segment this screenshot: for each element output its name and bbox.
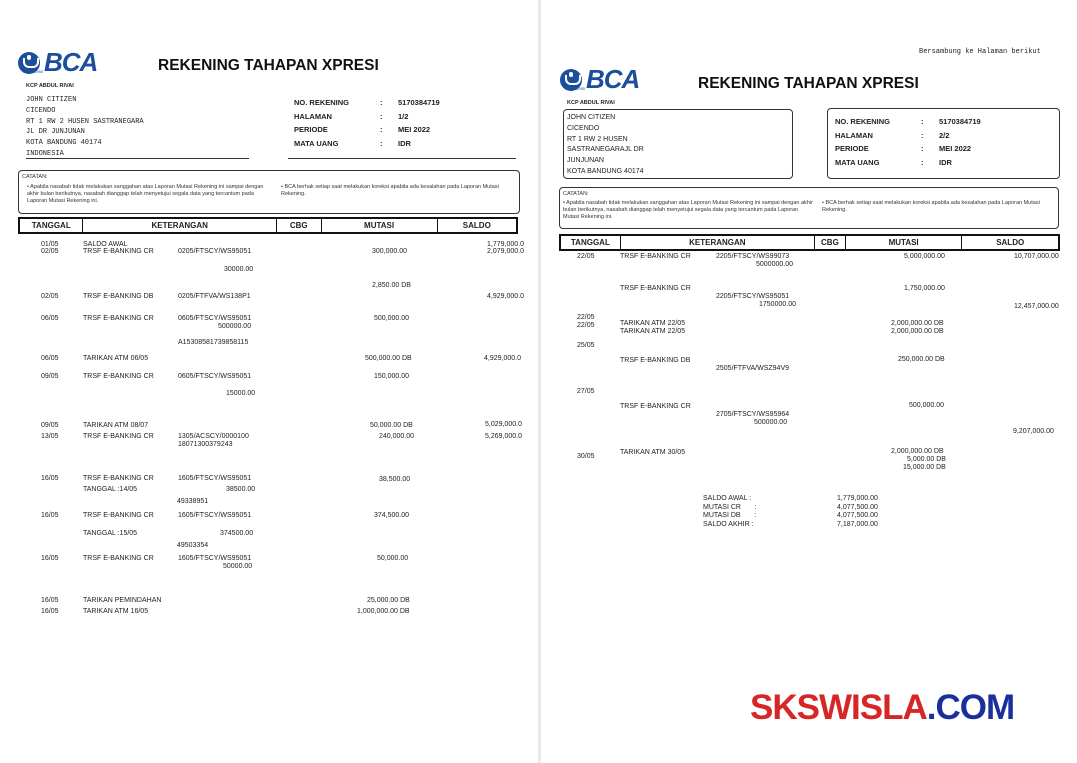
- txn-ref: 2205/FTSCY/WS99073: [716, 253, 790, 260]
- page-title: REKENING TAHAPAN XPRESI: [158, 57, 379, 74]
- txn-date: 16/05: [41, 512, 59, 519]
- txn-mutasi: 374,500.00: [374, 512, 410, 519]
- txn-desc: TARIKAN ATM 06/05: [83, 355, 149, 362]
- info-label: HALAMAN: [294, 111, 332, 121]
- address-line: JOHN CITIZEN: [26, 96, 77, 104]
- address-line: SASTRANEGARAJL DR: [567, 146, 644, 154]
- info-sep: :: [921, 157, 924, 167]
- notes-box: [559, 187, 1059, 229]
- txn-ref-amount: 374500.00: [220, 530, 254, 537]
- info-label: HALAMAN: [835, 130, 873, 140]
- address-box: [563, 109, 793, 179]
- txn-ref-amount: 5000000.00: [756, 261, 793, 268]
- txn-mutasi: 5,000.00 DB: [907, 456, 946, 463]
- watermark-part1: SKSWISLA: [750, 688, 927, 727]
- info-sep: :: [380, 125, 383, 134]
- txn-date: 16/05: [41, 555, 59, 562]
- notes-box: [18, 170, 520, 214]
- txn-desc: TRSF E-BANKING DB: [83, 293, 154, 300]
- txn-date: 22/05: [577, 314, 595, 321]
- txn-desc: TRSF E-BANKING CR: [83, 433, 154, 440]
- address-line: CICENDO: [26, 106, 56, 115]
- col-keterangan: KETERANGAN: [83, 219, 276, 232]
- address-divider: [26, 158, 249, 159]
- txn-date: 09/05: [41, 422, 59, 429]
- txn-date: 16/05: [41, 608, 59, 615]
- txn-mutasi: 250,000.00 DB: [898, 356, 945, 363]
- txn-ref-amount: 500000.00: [218, 323, 252, 330]
- txn-mutasi: 2,850.00 DB: [372, 282, 411, 289]
- txn-saldo: 12,457,000.00: [1014, 303, 1059, 310]
- txn-ref-amount: 38500.00: [226, 486, 256, 493]
- txn-desc: TARIKAN PEMINDAHAN: [83, 597, 162, 604]
- col-saldo: SALDO: [462, 221, 491, 230]
- txn-mutasi: 2,000,000.00 DB: [891, 448, 944, 455]
- summary-label: SALDO AKHIR :: [703, 520, 754, 528]
- txn-desc: TARIKAN ATM 16/05: [83, 608, 149, 615]
- txn-date: 16/05: [41, 597, 59, 604]
- info-label: PERIODE: [294, 125, 328, 134]
- txn-saldo: 2,079,000.0: [487, 248, 524, 255]
- customer-address: [567, 113, 644, 178]
- txn-mutasi: 1,000,000.00 DB: [357, 608, 410, 615]
- txn-desc: TARIKAN ATM 30/05: [620, 449, 686, 456]
- txn-ref-amount: 30000.00: [224, 266, 254, 273]
- txn-desc: TRSF E-BANKING CR: [83, 512, 154, 519]
- summary-label: MUTASI CR :: [703, 503, 757, 511]
- txn-mutasi: 150,000.00: [374, 373, 410, 380]
- branch-name: KCP ABDUL RIVAI: [567, 100, 615, 106]
- txn-mutasi: 500,000.00 DB: [365, 355, 412, 362]
- address-line: JL DR JUNJUNAN: [26, 128, 85, 137]
- address-line: KOTA BANDUNG 40174: [26, 139, 102, 148]
- info-sep: :: [921, 144, 924, 153]
- txn-mutasi: 500,000.00: [374, 315, 410, 322]
- txn-ref: 1605/FTSCY/WS95051: [178, 512, 252, 519]
- txn-date: 06/05: [41, 355, 59, 362]
- txn-desc: TRSF E-BANKING CR: [620, 403, 691, 410]
- txn-date: 13/05: [41, 433, 59, 440]
- txn-mutasi: 25,000.00 DB: [367, 597, 410, 604]
- txn-desc: TARIKAN ATM 22/05: [620, 320, 686, 327]
- col-cbg: CBG: [815, 236, 846, 249]
- txn-date: 22/05: [577, 322, 595, 329]
- txn-desc: TRSF E-BANKING CR: [620, 253, 691, 260]
- address-line: JUNJUNAN: [567, 157, 604, 165]
- txn-date: 16/05: [41, 475, 59, 482]
- txn-ref: 1605/FTSCY/WS95051: [178, 555, 252, 562]
- info-label: MATA UANG: [294, 138, 339, 148]
- txn-date: 06/05: [41, 315, 59, 322]
- txn-date: 25/05: [577, 342, 595, 349]
- info-sep: :: [380, 98, 383, 107]
- watermark: [750, 688, 1014, 728]
- col-tanggal: TANGGAL: [20, 219, 83, 232]
- txn-ref: 18071300379243: [178, 441, 233, 448]
- txn-saldo: 1,779,000.0: [487, 241, 524, 248]
- txn-date: 01/05: [41, 241, 59, 248]
- info-value: IDR: [398, 138, 411, 148]
- page-title: REKENING TAHAPAN XPRESI: [698, 75, 919, 92]
- info-label: NO. REKENING: [294, 98, 350, 107]
- txn-desc: TRSF E-BANKING CR: [83, 475, 154, 482]
- txn-date: 22/05: [577, 253, 595, 260]
- txn-mutasi: 240,000.00: [379, 433, 415, 440]
- summary-value: 4,077,500.00: [837, 503, 878, 511]
- info-value: 5170384719: [398, 98, 440, 107]
- customer-address: [26, 95, 144, 160]
- txn-ref-amount: 1750000.00: [759, 301, 796, 308]
- col-tanggal: TANGGAL: [561, 236, 621, 249]
- txn-ref: 2205/FTSCY/WS95051: [716, 293, 790, 300]
- txn-mutasi: 38,500.00: [379, 476, 411, 483]
- info-sep: :: [380, 138, 383, 148]
- txn-saldo: 9,207,000.00: [1013, 428, 1054, 435]
- address-line: KOTA BANDUNG 40174: [567, 167, 644, 175]
- col-keterangan: KETERANGAN: [621, 236, 815, 249]
- txn-ref: 49503354: [177, 542, 209, 549]
- watermark-part2: .COM: [926, 688, 1015, 727]
- txn-mutasi: 1,750,000.00: [904, 285, 945, 292]
- txn-saldo: 10,707,000.00: [1014, 253, 1059, 260]
- account-info: [835, 115, 981, 169]
- txn-ref-amount: 15000.00: [226, 390, 256, 397]
- continued-note: Bersambung ke Halaman berikut: [919, 48, 1041, 56]
- info-value: 2/2: [939, 130, 950, 140]
- txn-ref: 49338951: [177, 498, 209, 505]
- txn-date: 09/05: [41, 373, 59, 380]
- txn-ref: 0605/FTSCY/WS95051: [178, 315, 252, 322]
- txn-date: 30/05: [577, 453, 595, 460]
- txn-mutasi: 50,000.00: [377, 555, 409, 562]
- txn-ref: 0605/FTSCY/WS95051: [178, 373, 252, 380]
- info-label: MATA UANG: [835, 157, 880, 167]
- txn-date: 02/05: [41, 293, 59, 300]
- summary-value: 4,077,500.00: [837, 512, 878, 520]
- txn-desc: TRSF E-BANKING CR: [83, 248, 154, 255]
- txn-mutasi: 2,000,000.00 DB: [891, 328, 944, 335]
- note-left: • Apabila nasabah tidak melakukan sanggahan atas Laporan Mutasi Rekening ini sampai dengan akhir bulan berikutnya, nasabah dianggap telah menyetujui segala data yang tercantum pada Laporan Mutasi Rekening ini.: [27, 184, 264, 204]
- address-line: CICENDO: [567, 124, 600, 132]
- txn-desc: TANGGAL :15/05: [83, 530, 138, 537]
- txn-ref: 2705/FTSCY/WS95964: [716, 411, 790, 418]
- notes-title: CATATAN:: [22, 174, 48, 180]
- txn-desc: TANGGAL :14/05: [83, 486, 138, 493]
- txn-mutasi: 300,000.00: [372, 248, 408, 255]
- info-sep: :: [380, 111, 383, 121]
- summary-block: [703, 495, 878, 529]
- info-sep: :: [921, 130, 924, 140]
- txn-mutasi: 500,000.00: [909, 402, 945, 409]
- txn-mutasi: 15,000.00 DB: [903, 464, 946, 471]
- txn-mutasi: 5,000,000.00: [904, 253, 945, 260]
- txn-ref: A15308581739858115: [178, 339, 249, 346]
- bca-tagline: Sejak 1955: [23, 69, 44, 74]
- summary-value: 1,779,000.00: [837, 495, 878, 502]
- note-right: • BCA berhak setiap saat melakukan koreksi apabila ada kesalahan pada Laporan Mutasi Rekening.: [822, 200, 1040, 213]
- txn-desc: TARIKAN ATM 22/05: [620, 328, 686, 335]
- info-value: IDR: [939, 157, 952, 167]
- branch-name: KCP ABDUL RIVAI: [26, 83, 74, 89]
- txn-ref: 0205/FTFVA/WS138P1: [178, 293, 251, 300]
- note-right: • BCA berhak setiap saat melakukan koreksi apabila ada kesalahan pada Laporan Mutasi Rekening.: [281, 184, 499, 197]
- address-line: INDONESIA: [26, 149, 64, 158]
- account-info: [294, 96, 440, 150]
- txn-mutasi: 2,000,000.00 DB: [891, 320, 944, 327]
- txn-ref: 1605/FTSCY/WS95051: [178, 475, 252, 482]
- bca-tagline: Sejak 1955: [565, 86, 586, 91]
- info-value: MEI 2022: [939, 144, 972, 153]
- txn-ref: 1305/ACSCY/0000100: [178, 433, 249, 440]
- info-divider: [288, 158, 516, 159]
- address-line: JOHN CITIZEN: [567, 114, 616, 121]
- txn-desc: TRSF E-BANKING DB: [620, 357, 691, 364]
- txn-desc: TRSF E-BANKING CR: [620, 285, 691, 292]
- bca-logo-text: BCA: [44, 47, 98, 77]
- table-header: [18, 217, 518, 234]
- bca-logo-text: BCA: [586, 64, 640, 94]
- txn-saldo: 5,029,000.0: [485, 421, 522, 428]
- info-value: 5170384719: [939, 117, 981, 126]
- txn-desc: TARIKAN ATM 08/07: [83, 422, 149, 429]
- summary-label: MUTASI DB :: [703, 512, 757, 520]
- txn-mutasi: 50,000.00 DB: [370, 422, 413, 429]
- address-line: RT 1 RW 2 HUSEN: [567, 135, 628, 143]
- info-label: NO. REKENING: [835, 117, 891, 126]
- info-value: MEI 2022: [398, 125, 431, 134]
- txn-saldo: 4,929,000.0: [487, 293, 524, 300]
- txn-desc: SALDO AWAL: [83, 241, 128, 248]
- txn-saldo: 5,269,000.0: [485, 433, 522, 440]
- txn-desc: TRSF E-BANKING CR: [83, 373, 154, 380]
- note-left: • Apabila nasabah tidak melakukan sanggahan atas Laporan Mutasi Rekening ini sampai dengan akhir bulan berikutnya, nasabah dianggap telah menyetujui segala data yang tercantum pada Laporan Mutasi Rekening ini.: [563, 200, 813, 220]
- info-sep: :: [921, 117, 924, 126]
- txn-date: 27/05: [577, 388, 595, 395]
- account-info-box: [827, 108, 1060, 179]
- notes-title: CATATAN:: [563, 191, 589, 197]
- col-mutasi: MUTASI: [322, 219, 438, 232]
- col-mutasi: MUTASI: [846, 236, 963, 249]
- address-line: RT 1 RW 2 HUSEN SASTRANEGARA: [26, 117, 144, 126]
- summary-label: SALDO AWAL :: [703, 495, 752, 502]
- txn-ref-amount: 50000.00: [223, 563, 253, 570]
- info-label: PERIODE: [835, 144, 869, 153]
- txn-date: 02/05: [41, 248, 59, 255]
- col-cbg: CBG: [277, 219, 322, 232]
- txn-saldo: 4,929,000.0: [484, 355, 521, 362]
- col-saldo: SALDO: [996, 238, 1025, 247]
- txn-ref-amount: 500000.00: [754, 419, 788, 426]
- info-value: 1/2: [398, 111, 409, 121]
- summary-value: 7,187,000.00: [837, 520, 878, 528]
- txn-desc: TRSF E-BANKING CR: [83, 315, 154, 322]
- statement-page-2: [541, 0, 1077, 763]
- txn-ref: 2505/FTFVA/WSZ94V9: [716, 365, 790, 372]
- table-header: [559, 234, 1060, 251]
- statement-page-1: [0, 0, 538, 763]
- txn-ref: 0205/FTSCY/WS95051: [178, 248, 252, 255]
- txn-desc: TRSF E-BANKING CR: [83, 555, 154, 562]
